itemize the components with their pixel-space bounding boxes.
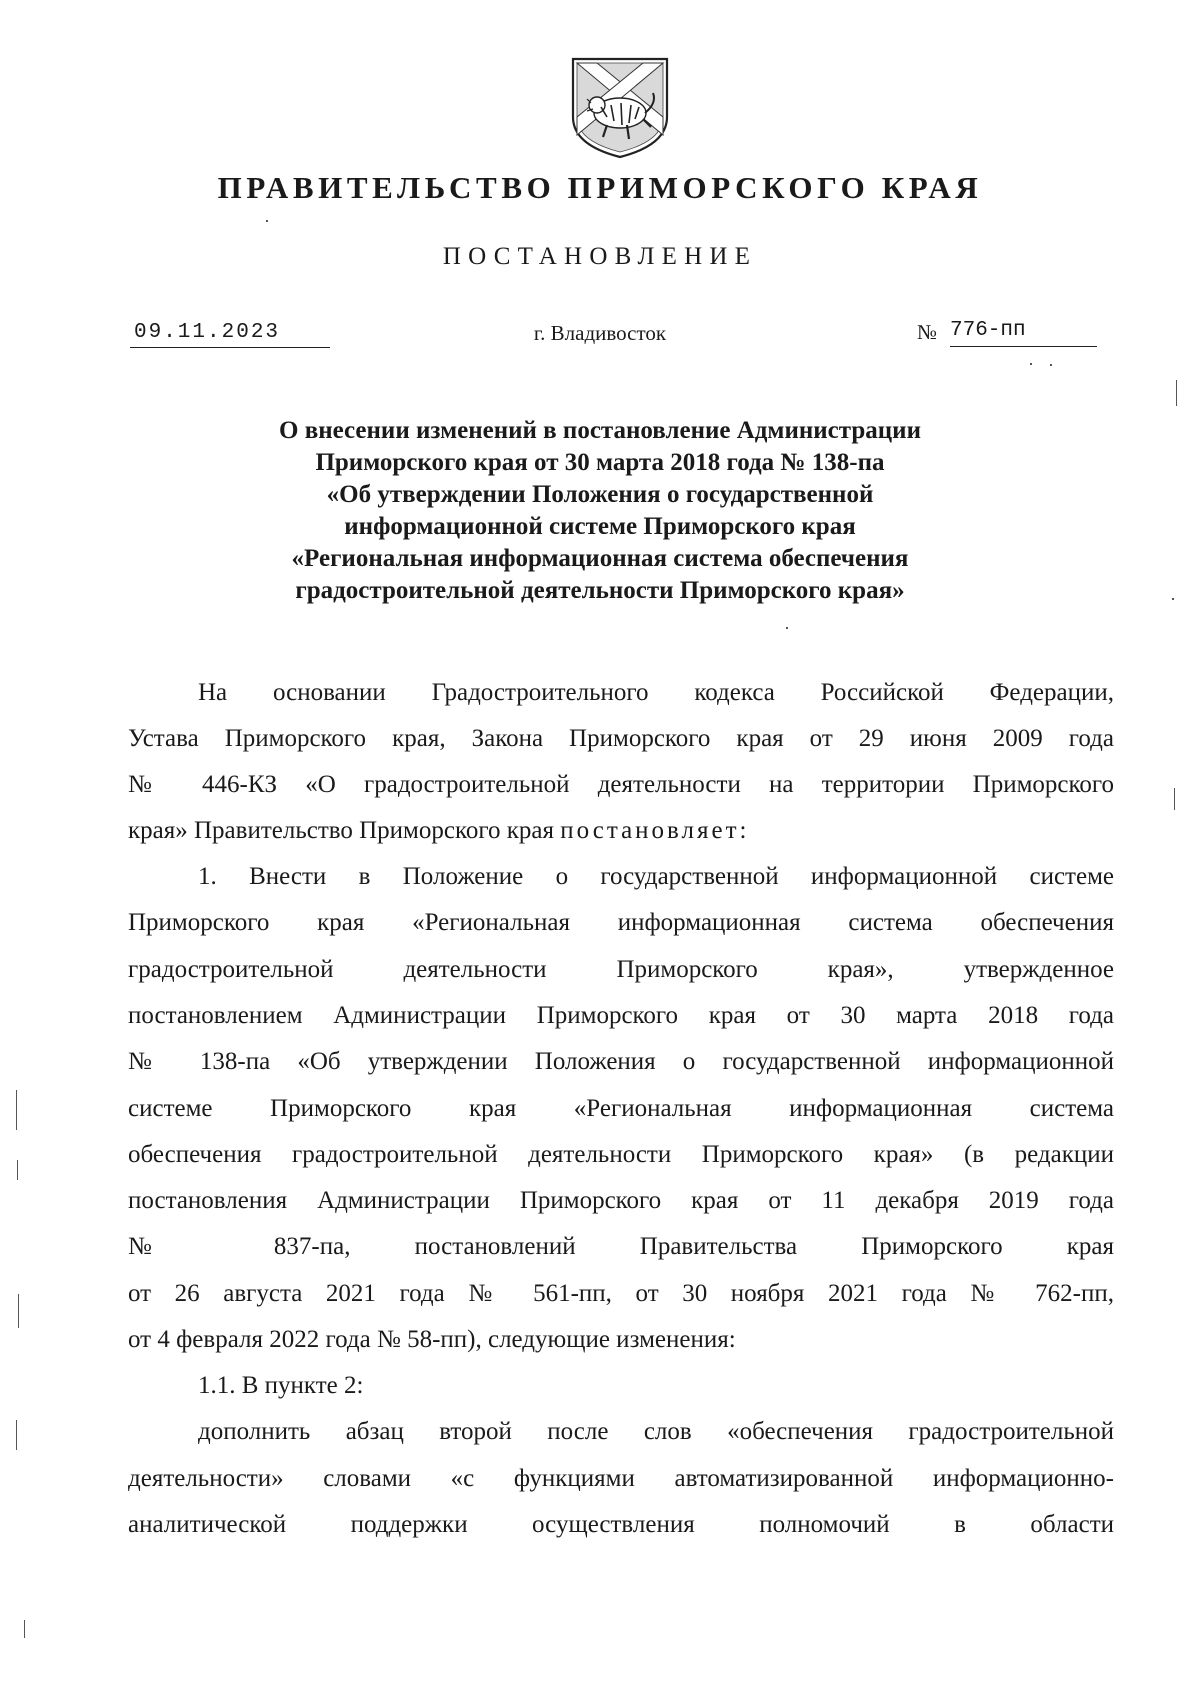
title-line: градостроительной деятельности Приморского края»	[295, 577, 905, 604]
body-line: № 138-па «Об утверждении Положения о государственной информационной	[128, 1048, 1114, 1075]
body-line: 1. Внести в Положение о государственной информационной системе	[198, 863, 1114, 890]
body-line: системе Приморского края «Региональная информационная система	[128, 1095, 1114, 1122]
body-line: № 446-КЗ «О градостроительной деятельности на территории Приморского	[128, 771, 1114, 798]
body-line: Приморского края «Региональная информационная система обеспечения	[128, 909, 1114, 936]
scan-mark	[16, 1420, 17, 1450]
document-title	[150, 415, 1050, 607]
body-line: деятельности» словами «с функциями автоматизированной информационно-	[128, 1465, 1114, 1492]
body-line: от 26 августа 2021 года № 561-пп, от 30 ноября 2021 года № 762-пп,	[128, 1280, 1114, 1307]
document-type: ПОСТАНОВЛЕНИЕ	[442, 243, 758, 270]
body-line: постановления Администрации Приморского края от 11 декабря 2019 года	[128, 1187, 1114, 1214]
body-line-with-spaced-word	[128, 816, 1114, 846]
body-line-text: края» Правительство Приморского края	[128, 817, 561, 844]
number-sign: №	[917, 320, 938, 344]
scan-mark	[1030, 363, 1032, 365]
scan-mark	[786, 627, 788, 629]
body-line: от 4 февраля 2022 года № 58-пп), следующие изменения:	[128, 1326, 736, 1353]
scan-mark	[1174, 788, 1175, 810]
scan-mark	[18, 1294, 19, 1328]
body-line: № 837-па, постановлений Правительства Приморского края	[128, 1233, 1114, 1260]
title-line: «Об утверждении Положения о государственной	[326, 481, 874, 508]
document-number-block	[917, 318, 1097, 348]
government-name: ПРАВИТЕЛЬСТВО ПРИМОРСКОГО КРАЯ	[217, 170, 983, 205]
body-line: обеспечения градостроительной деятельности Приморского края» (в редакции	[128, 1141, 1114, 1168]
scan-mark	[1172, 598, 1174, 600]
title-line: Приморского края от 30 марта 2018 года № 138-па	[315, 449, 885, 476]
document-number: 776-пп	[950, 318, 1097, 347]
body-line: На основании Градостроительного кодекса Российской Федерации,	[198, 679, 1114, 706]
document-city: г. Владивосток	[533, 321, 667, 345]
scan-mark	[266, 220, 268, 222]
body-line: 1.1. В пункте 2:	[198, 1372, 364, 1399]
body-line: градостроительной деятельности Приморского края», утвержденное	[128, 956, 1114, 983]
body-line: дополнить абзац второй после слов «обеспечения градостроительной	[198, 1418, 1114, 1445]
scan-mark	[16, 1090, 17, 1130]
document-date: 09.11.2023	[130, 320, 330, 348]
title-line: О внесении изменений в постановление Администрации	[279, 417, 921, 444]
title-line: «Региональная информационная система обеспечения	[291, 545, 909, 572]
body-line: постановлением Администрации Приморского края от 30 марта 2018 года	[128, 1002, 1114, 1029]
scan-mark	[1176, 380, 1177, 406]
spaced-word-postanovlyaet: постановляет:	[560, 817, 750, 844]
scan-mark	[17, 1160, 18, 1180]
scan-mark	[1050, 364, 1052, 366]
scan-mark	[24, 1620, 25, 1638]
coat-of-arms-emblem	[567, 55, 673, 159]
title-line: информационной системе Приморского края	[344, 513, 856, 540]
body-line: аналитической поддержки осуществления полномочий в области	[128, 1511, 1114, 1538]
body-line: Устава Приморского края, Закона Приморского края от 29 июня 2009 года	[128, 725, 1114, 752]
